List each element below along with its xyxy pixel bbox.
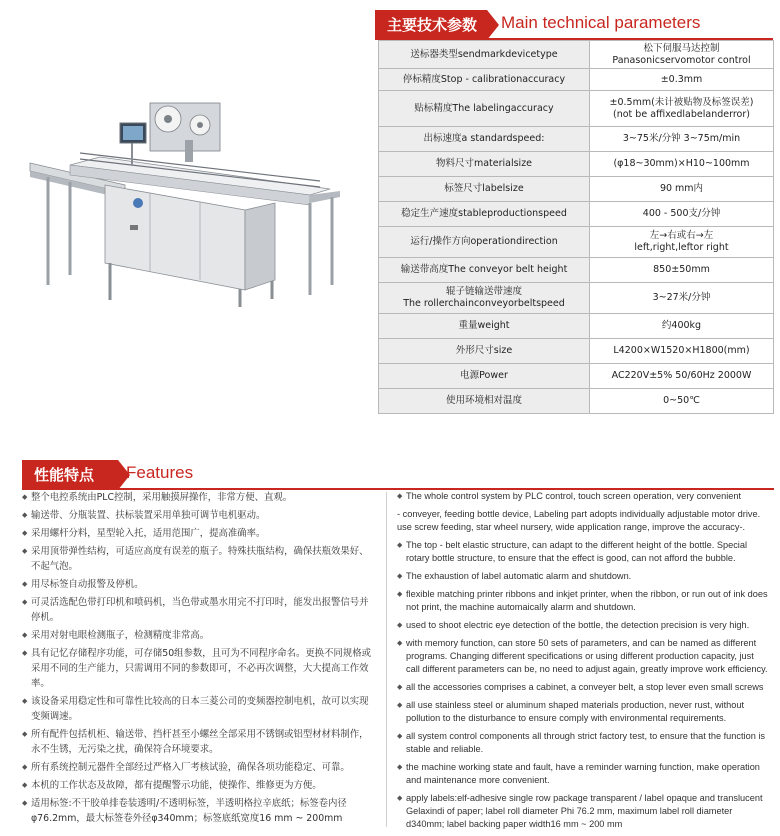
diamond-bullet-icon: ◆ [22,631,28,639]
feature-item [22,490,377,505]
diamond-bullet-icon: ◆ [22,781,28,789]
feature-text: 输送带、分瓶装置、扶标装置采用单独可调节电机驱动。 [31,510,266,521]
param-row [379,69,774,91]
param-value: ±0.3mm [590,69,774,91]
feature-text: with memory function, can store 50 sets of parameters, and can be named as different programs. Changing different specifications or using different production capacity, just call different parameters can be, no need to adjust again, greatly improve work efficiency. [406,638,768,674]
param-row [379,258,774,283]
feature-text: The exhaustion of label automatic alarm and shutdown. [406,571,632,581]
feature-item [22,628,377,643]
diamond-bullet-icon: ◆ [22,799,28,807]
feature-item [22,778,377,793]
feature-text: 具有记忆存储程序功能，可存储50组参数，且可为不同程序命名。更换不同规格或采用不同的生产能力，只需调用不同的参数即可，不必再次调整，大大提高工作效率。 [31,648,372,689]
param-value: 90 mm内 [590,177,774,202]
feature-item [397,570,769,583]
features-section-heading [22,460,774,490]
feature-text: all use stainless steel or aluminum shaped materials production, never rust, without pollution to the disturbance to ensure comply with environmental requirements. [406,700,745,723]
param-label: 送标器类型sendmarkdevicetype [379,41,590,69]
diamond-bullet-icon: ◆ [397,640,403,647]
feature-item [397,792,769,831]
params-title-cn: 主要技术参数 [375,10,487,40]
feature-text: 所有系统控制元器件全部经过严格入厂考核试验，确保各项功能稳定、可靠。 [31,762,350,773]
param-label: 停标精度Stop - calibrationaccuracy [379,69,590,91]
feature-text: The top - belt elastic structure, can adapt to the different height of the bottle. Special rotary bottle structure, to ensure that the effect is good, can not afford the bubble. [406,540,747,563]
param-value: ±0.5mm(未计被贴物及标签误差) (not be affixedlabelanderror) [590,91,774,127]
diamond-bullet-icon: ◆ [397,764,403,771]
param-row [379,314,774,339]
param-row [379,227,774,258]
param-row [379,339,774,364]
params-title-en: Main technical parameters [501,13,701,32]
features-title-cn: 性能特点 [22,460,118,490]
diamond-bullet-icon: ◆ [397,573,403,580]
feature-item [397,730,769,756]
feature-text: The whole control system by PLC control, touch screen operation, very convenient [406,491,742,501]
feature-item [397,619,769,632]
diamond-bullet-icon: ◆ [22,511,28,519]
feature-item [22,727,377,757]
labeling-machine-image [10,85,350,315]
feature-item [397,637,769,676]
diamond-bullet-icon: ◆ [22,763,28,771]
diamond-bullet-icon: ◆ [397,591,403,598]
param-value: 0~50℃ [590,389,774,414]
param-value: 400 - 500支/分钟 [590,202,774,227]
feature-item [397,761,769,787]
diamond-bullet-icon: ◆ [22,493,28,501]
param-value: 左→右或右→左 left,right,leftor right [590,227,774,258]
feature-item [22,760,377,775]
feature-item [22,577,377,592]
feature-text: apply labels:elf-adhesive single row package transparent / label opaque and translucent Gelaxindi of paper; label roll diameter Phi 76.2 mm, maximum label roll diameter d340mm; label backing paper width16 mm ~ 200 mm [406,793,763,829]
feature-item [397,490,769,503]
param-label: 电源Power [379,364,590,389]
param-row [379,127,774,152]
param-value: (φ18~30mm)×H10~100mm [590,152,774,177]
diamond-bullet-icon: ◆ [22,547,28,555]
feature-item [397,588,769,614]
param-value: 3~27米/分钟 [590,283,774,314]
feature-item [397,699,769,725]
diamond-bullet-icon: ◆ [22,697,28,705]
feature-text: all system control components all through strict factory test, to ensure that the function is stable and reliable. [406,731,765,754]
feature-item [22,526,377,541]
diamond-bullet-icon: ◆ [22,649,28,657]
param-label: 出标速度a standardspeed: [379,127,590,152]
feature-item [22,544,377,574]
feature-text: 用尽标签自动报警及停机。 [31,579,144,590]
diamond-bullet-icon: ◆ [397,684,403,691]
feature-item [22,508,377,523]
param-label: 物料尺寸materialsize [379,152,590,177]
param-label: 标签尺寸labelsize [379,177,590,202]
param-value: 850±50mm [590,258,774,283]
param-label: 辊子链输送带速度 The rollerchainconveyorbeltspeed [379,283,590,314]
param-label: 使用环境相对温度 [379,389,590,414]
features-title-en: Features [126,463,194,482]
param-label: 贴标精度The labelingaccuracy [379,91,590,127]
param-row [379,91,774,127]
param-row [379,202,774,227]
parameters-table [378,40,774,414]
feature-text: 该设备采用稳定性和可靠性比较高的日本三菱公司的变频器控制电机，故可以实现变频调速。 [31,696,369,722]
feature-item [22,646,377,691]
feature-text: flexible matching printer ribbons and inkjet printer, when the ribbon, or run out of ink does not print, the machine automaically alarm and shutdown. [406,589,768,612]
feature-item [397,681,769,694]
feature-text: 可灵活选配色带打印机和喷码机，当色带或墨水用完不打印时，能发出报警信号并停机。 [31,597,369,623]
feature-item [22,595,377,625]
param-row [379,177,774,202]
param-label: 重量weight [379,314,590,339]
param-value: 3~75米/分钟 3~75m/min [590,127,774,152]
column-divider [386,492,387,827]
feature-text: all the accessories comprises a cabinet, a conveyer belt, a stop lever even small screws [406,682,764,692]
diamond-bullet-icon: ◆ [397,622,403,629]
feature-text: 整个电控系统由PLC控制，采用触摸屏操作，非常方便、直观。 [31,492,293,503]
param-row [379,389,774,414]
param-value: 约400kg [590,314,774,339]
feature-text: 采用顶带弹性结构，可适应高度有误差的瓶子。特殊扶瓶结构，确保扶瓶效果好、不起气泡。 [31,546,369,572]
diamond-bullet-icon: ◆ [397,493,403,500]
feature-item [22,694,377,724]
diamond-bullet-icon: ◆ [397,795,403,802]
feature-text: 本机的工作状态及故障，都有提醒警示功能，使操作、维修更为方便。 [31,780,322,791]
param-label: 运行/操作方向operationdirection [379,227,590,258]
params-section-heading [375,10,773,40]
feature-text: 所有配件包括机柜、输送带、挡杆甚至小螺丝全部采用不锈钢或铝型材材料制作，永不生锈，无污染之扰，确保符合环境要求。 [31,729,369,755]
features-list-cn [22,490,377,829]
diamond-bullet-icon: ◆ [397,542,403,549]
feature-text: the machine working state and fault, have a reminder warning function, make operation and maintenance more convenient. [406,762,760,785]
param-value: AC220V±5% 50/60Hz 2000W [590,364,774,389]
diamond-bullet-icon: ◆ [397,702,403,709]
diamond-bullet-icon: ◆ [22,598,28,606]
diamond-bullet-icon: ◆ [22,730,28,738]
param-label: 外形尺寸size [379,339,590,364]
feature-text: 采用对射电眼检测瓶子，检测精度非常高。 [31,630,210,641]
param-label: 输送带高度The conveyor belt height [379,258,590,283]
feature-item [397,508,769,534]
feature-text: 适用标签:不干胶单排卷装透明/不透明标签，半透明格拉辛底纸；标签卷内径φ76.2mm，最大标签卷外径φ340mm；标签底纸宽度16 mm ~ 200mm [31,798,347,824]
param-label: 稳定生产速度stableproductionspeed [379,202,590,227]
param-value: 松下伺服马达控制 Panasonicservomotor control [590,41,774,69]
param-row [379,364,774,389]
features-list-en [397,490,769,836]
param-row [379,152,774,177]
feature-text: used to shoot electric eye detection of the bottle, the detection precision is very high. [406,620,750,630]
feature-text: 采用螺杆分料，星型轮入托，适用范围广，提高准确率。 [31,528,266,539]
feature-item [22,796,377,826]
feature-text: - conveyer, feeding bottle device, Labeling part adopts individually adjustable motor drive. use screw feeding, star wheel nursery, wide application range, improve the accuracy-. [397,509,761,532]
diamond-bullet-icon: ◆ [22,529,28,537]
diamond-bullet-icon: ◆ [397,733,403,740]
param-value: L4200×W1520×H1800(mm) [590,339,774,364]
feature-item [397,539,769,565]
param-row [379,41,774,69]
param-row [379,283,774,314]
diamond-bullet-icon: ◆ [22,580,28,588]
